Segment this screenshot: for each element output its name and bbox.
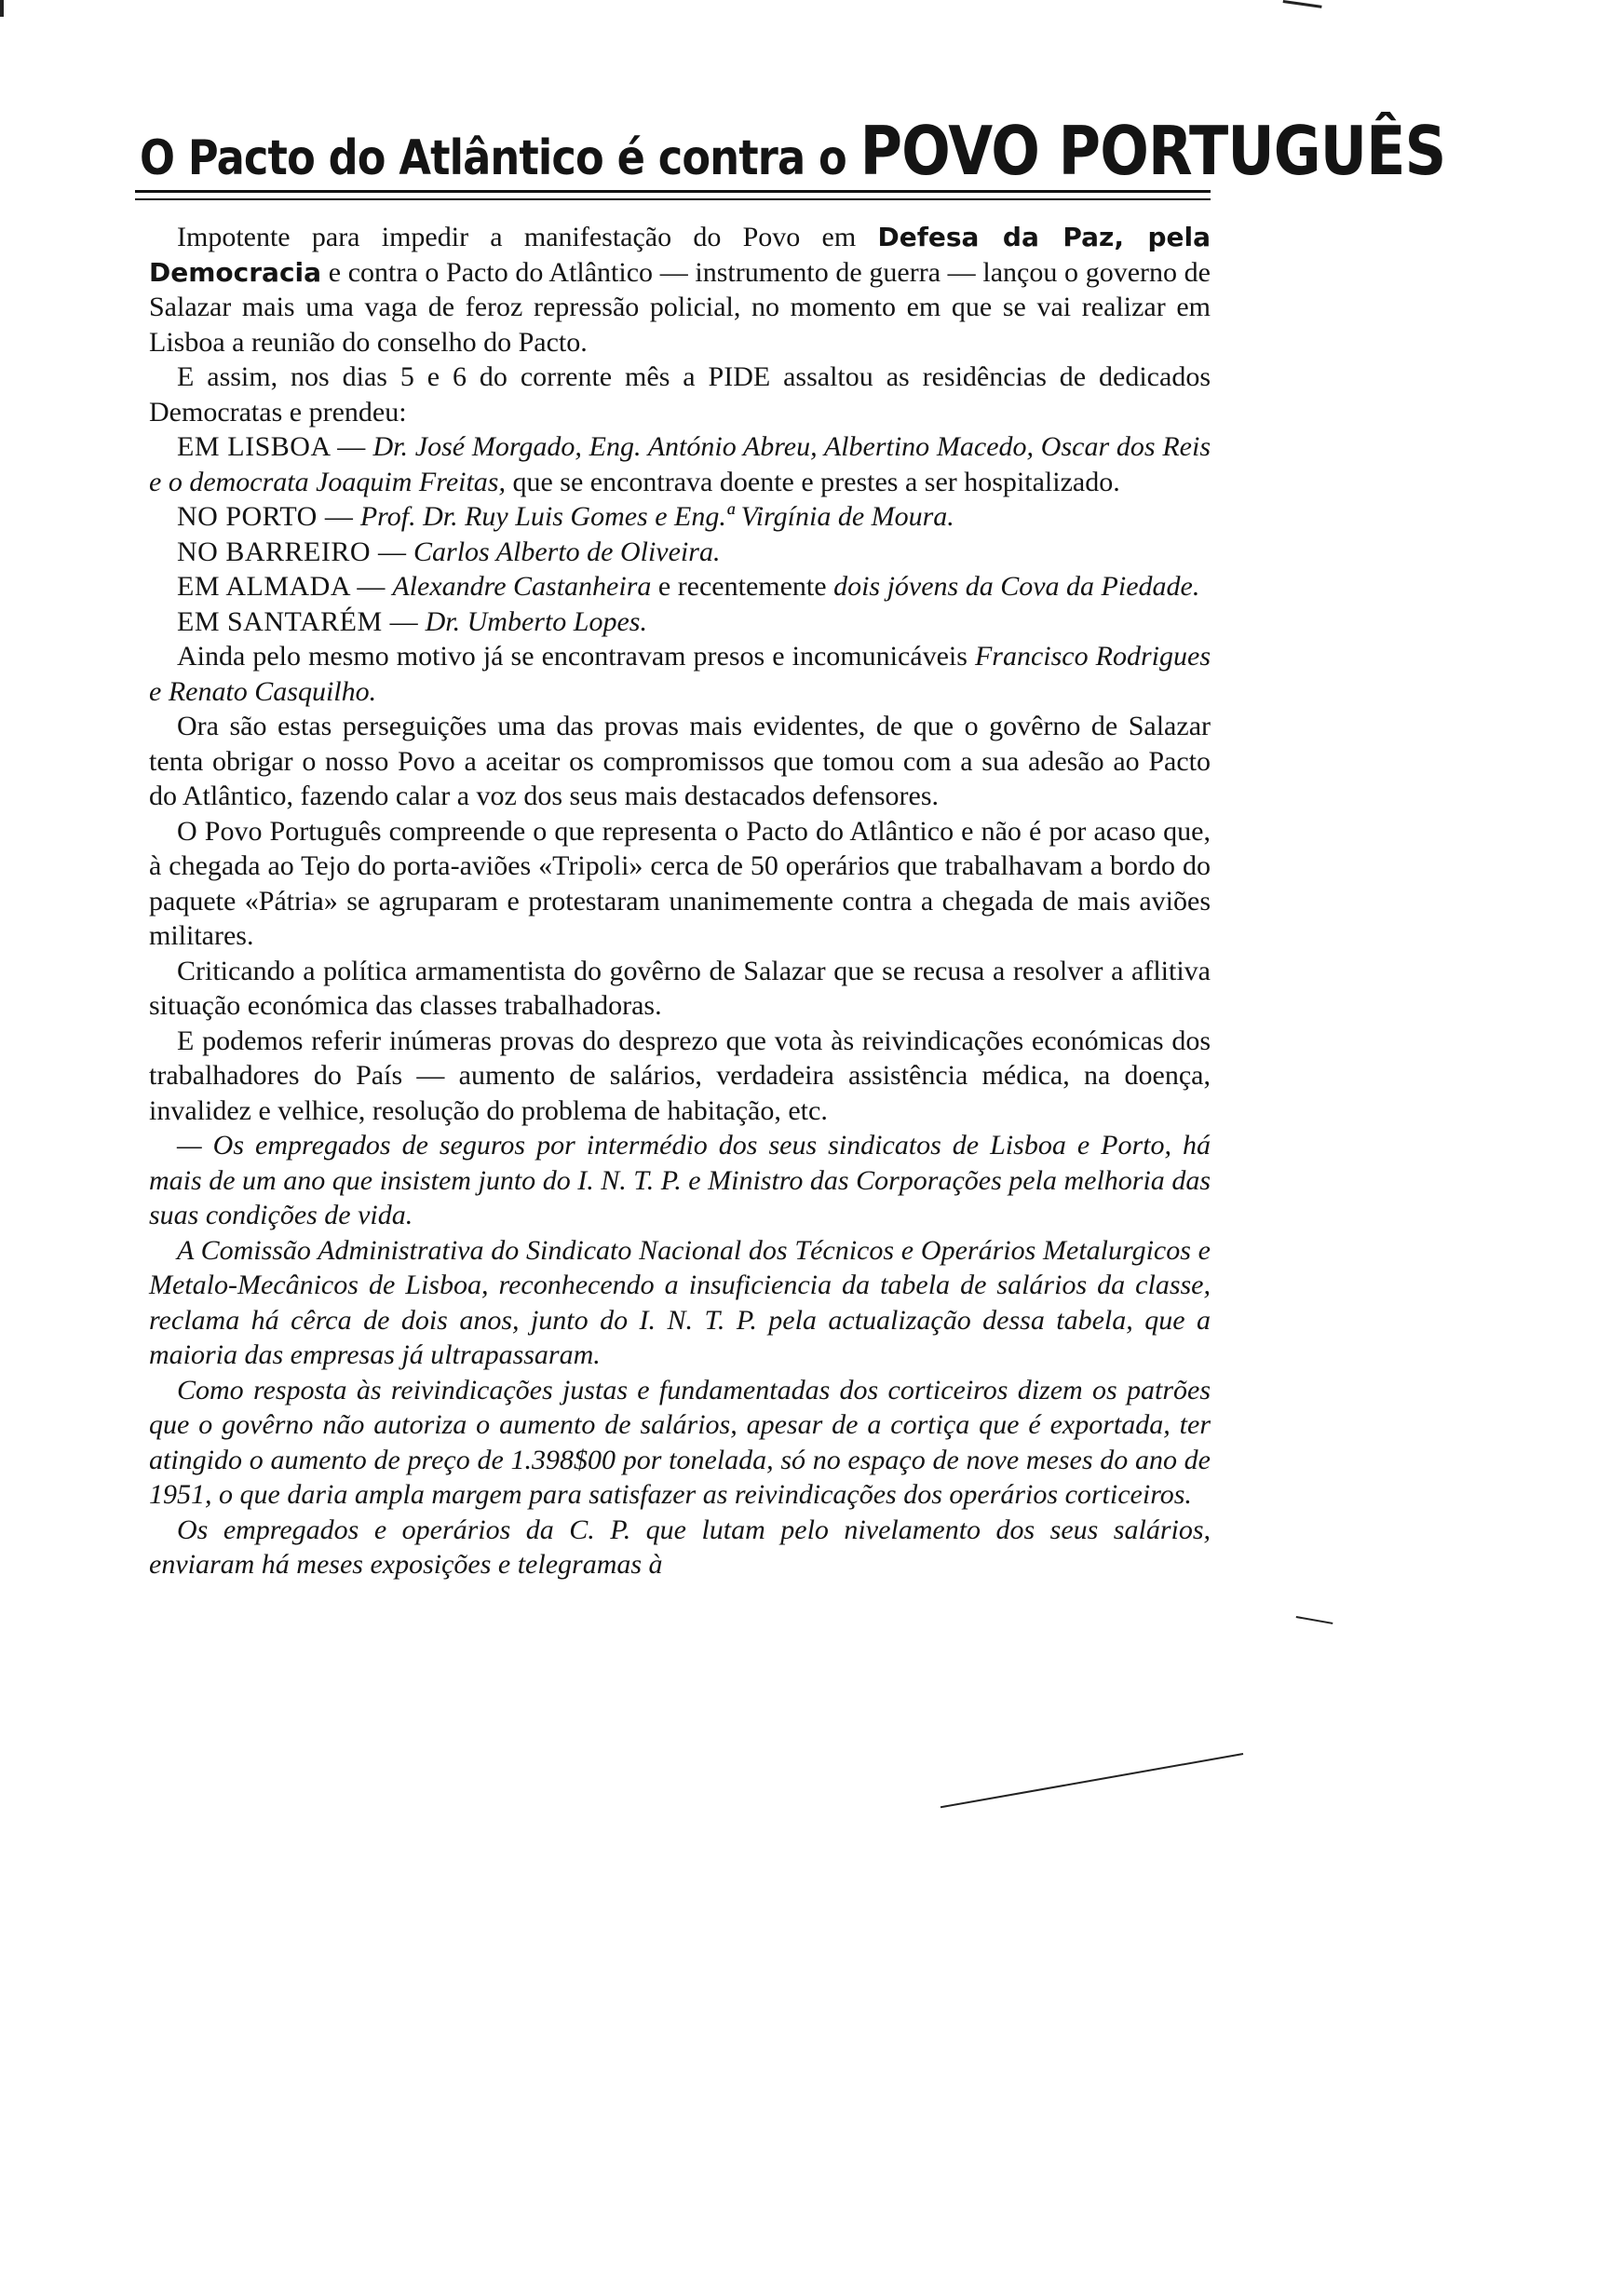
p8-names: Francisco Rodrigues e Renato Casquilho. bbox=[149, 641, 1211, 707]
names-santarem: Dr. Umberto Lopes. bbox=[425, 605, 647, 637]
paragraph-lisboa bbox=[149, 429, 1211, 499]
paragraph-12: E podemos referir inúmeras provas do desprezo que vota às reivindicações económicas dos trabalhadores do País — aumento de salários, verdadeira assistência médica, na doença, invalidez e velhice, resolução do problema de habitação, etc. bbox=[149, 1025, 1211, 1126]
paragraph-almada bbox=[149, 569, 1211, 604]
headline-rule-bottom bbox=[135, 198, 1211, 200]
article-body bbox=[149, 220, 1211, 1582]
almada-mid: e recentemente bbox=[657, 571, 827, 602]
place-barreiro: NO BARREIRO — bbox=[177, 536, 407, 567]
names-barreiro: Carlos Alberto de Oliveira. bbox=[413, 536, 721, 567]
names-porto: Prof. Dr. Ruy Luis Gomes e Eng.ª Virgínia de Moura. bbox=[359, 501, 954, 532]
p8-text: Ainda pelo mesmo motivo já se encontravam presos e incomunicáveis bbox=[177, 641, 968, 672]
lisboa-rest: que se encontrava doente e prestes a ser hospitalizado. bbox=[512, 466, 1120, 497]
scan-mark-top-right bbox=[1283, 0, 1322, 8]
paragraph-14: A Comissão Administrativa do Sindicato Nacional dos Técnicos e Operários Metalurgicos e Metalo-Mecânicos de Lisboa, reconhecendo a insuficiencia da tabela de salários da classe, reclama há cêrca de dois anos, junto do I. N. T. P. pela actualização dessa tabela, que a maioria das empresas já ultrapassaram. bbox=[149, 1234, 1211, 1370]
headline-rule-top bbox=[135, 190, 1211, 193]
p1-text-c: e contra o Pacto do Atlântico — instrumento de guerra — lançou o governo de Salazar mais uma vaga de feroz repressão policial, no momento em que se vai realizar em Lisboa a reunião do conselho do Pacto. bbox=[149, 256, 1211, 358]
names-lisboa: Dr. José Morgado, Eng. António Abreu, Albertino Macedo, Oscar dos Reis e o democrata Joaquim Freitas, bbox=[149, 431, 1211, 497]
paragraph-15: Como resposta às reivindicações justas e fundamentadas dos corticeiros dizem os patrões que o govêrno não autoriza o aumento de salários, apesar de a cortiça que é exportada, ter atingido o aumento de preço de 1.398$00 por tonelada, só no espaço de nove meses do ano de 1951, o que daria ampla margem para satisfazer as reivindicações dos operários corticeiros. bbox=[149, 1374, 1211, 1510]
place-lisboa: EM LISBOA — bbox=[177, 431, 366, 462]
paragraph-8 bbox=[149, 639, 1211, 709]
paragraph-11: Criticando a política armamentista do govêrno de Salazar que se recusa a resolver a aflitiva situação económica das classes trabalhadoras. bbox=[149, 955, 1211, 1021]
place-almada: EM ALMADA — bbox=[177, 571, 386, 602]
scan-mark-right bbox=[1296, 1616, 1333, 1624]
paragraph-santarem bbox=[149, 604, 1211, 640]
paragraph-2: E assim, nos dias 5 e 6 do corrente mês a PIDE assaltou as residências de dedicados Democratas e prendeu: bbox=[149, 361, 1211, 428]
paragraph-10: O Povo Português compreende o que representa o Pacto do Atlântico e não é por acaso que, à chegada ao Tejo do porta-aviões «Tripoli» cerca de 50 operários que trabalhavam a bordo do paquete «Pátria» se agruparam e protestaram unanimemente contra a chegada de mais aviões militares. bbox=[149, 815, 1211, 951]
paragraph-1 bbox=[149, 220, 1211, 360]
paragraph-13: — Os empregados de seguros por intermédio dos seus sindicatos de Lisboa e Porto, há mais de um ano que insistem junto do I. N. T. P. e Ministro das Corporações pela melhoria das suas condições de vida. bbox=[149, 1130, 1211, 1230]
paragraph-porto bbox=[149, 499, 1211, 535]
place-santarem: EM SANTARÉM — bbox=[177, 605, 419, 637]
headline-part2: POVO PORTUGUÊS bbox=[859, 112, 1446, 190]
paragraph-16: Os empregados e operários da C. P. que lutam pelo nivelamento dos seus salários, enviaram há meses exposições e telegramas à bbox=[149, 1514, 1211, 1580]
p1-emphasis: Defesa da Paz, pela Democracia bbox=[149, 222, 1211, 288]
headline bbox=[140, 112, 1446, 190]
names-almada: Alexandre Castanheira bbox=[392, 571, 652, 602]
scan-mark-top-left bbox=[0, 0, 4, 17]
paragraph-9: Ora são estas perseguições uma das provas mais evidentes, de que o govêrno de Salazar tenta obrigar o nosso Povo a aceitar os compromissos que tomou com a sua adesão ao Pacto do Atlântico, fazendo calar a voz dos seus mais destacados defensores. bbox=[149, 711, 1211, 811]
headline-part1: O Pacto do Atlântico é contra o bbox=[140, 130, 846, 186]
place-porto: NO PORTO — bbox=[177, 501, 354, 532]
paragraph-barreiro bbox=[149, 535, 1211, 570]
scan-mark-bottom-line bbox=[941, 1753, 1243, 1808]
names-almada-2: dois jóvens da Cova da Piedade. bbox=[833, 571, 1200, 602]
p1-text-a: Impotente para impedir a manifestação do Povo em bbox=[177, 222, 857, 252]
